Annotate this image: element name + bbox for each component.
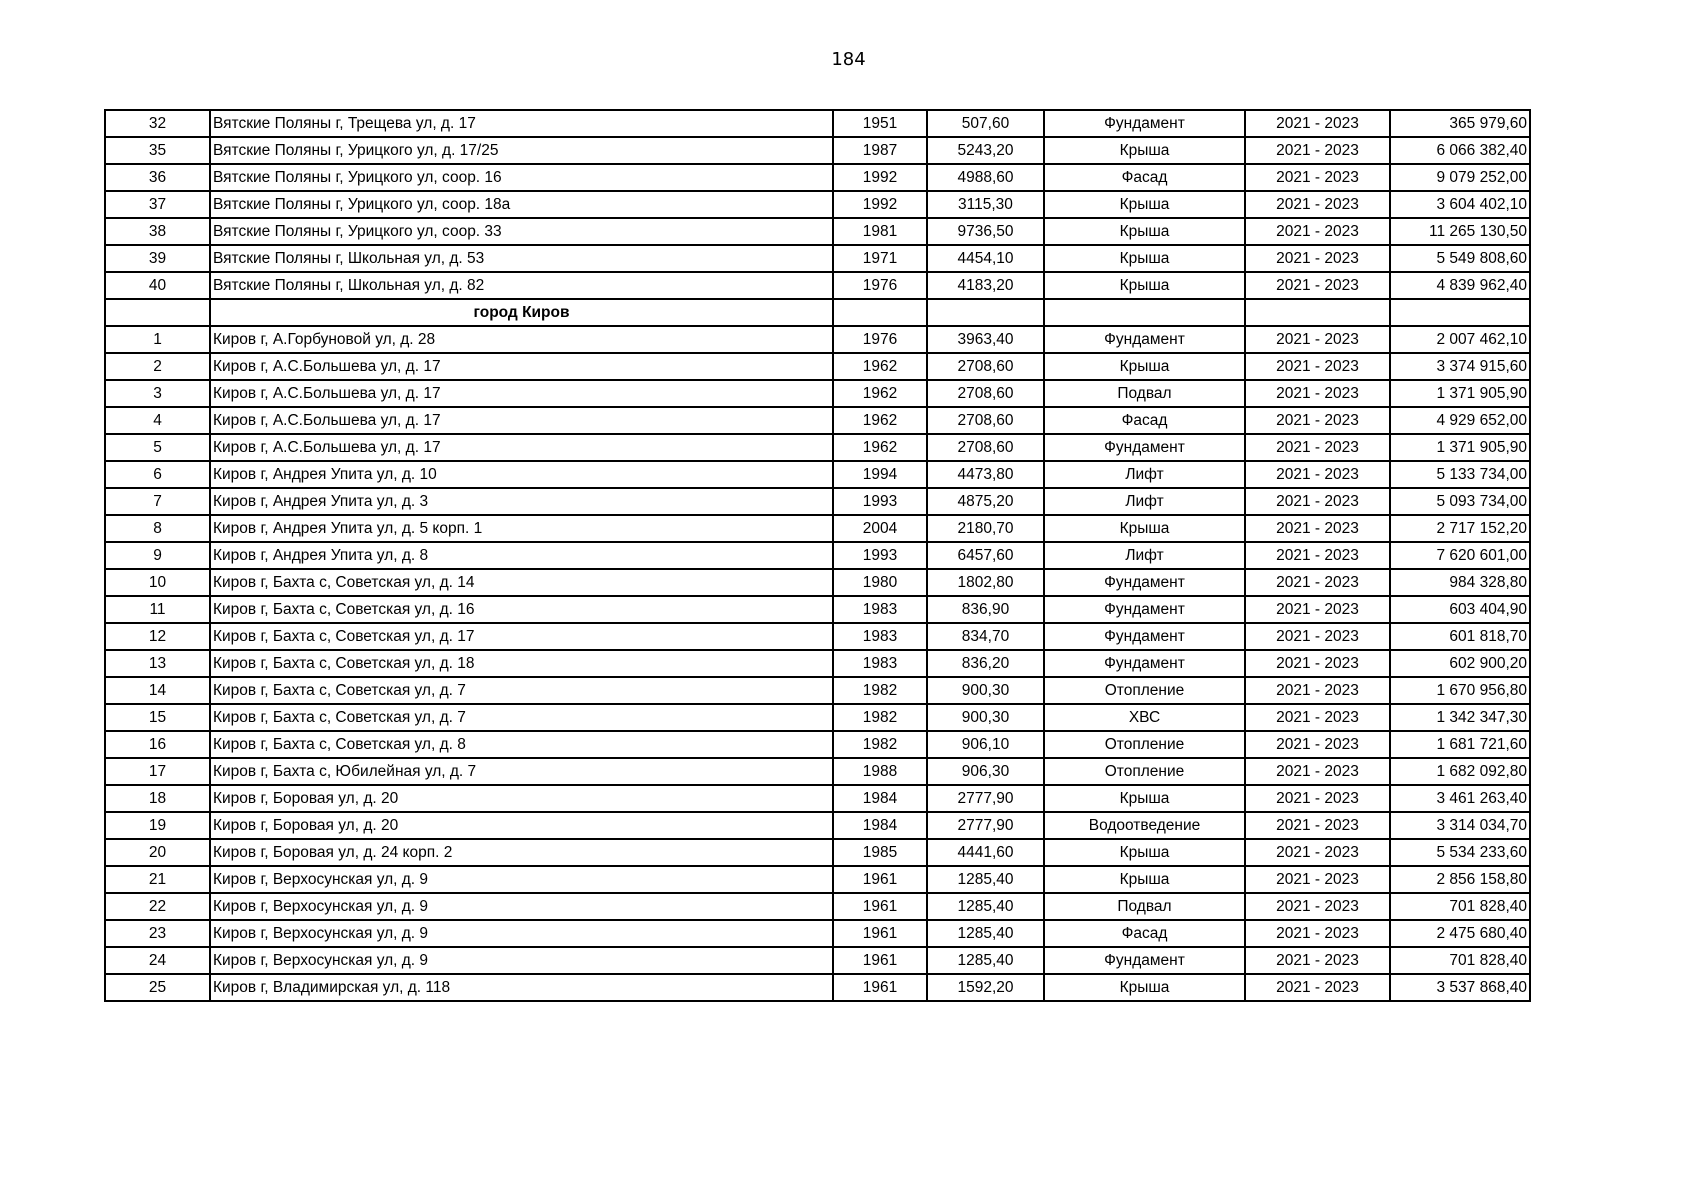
address-cell: Вятские Поляны г, Школьная ул, д. 82: [210, 272, 833, 299]
table-row: [105, 920, 1530, 947]
period-cell: 2021 - 2023: [1245, 623, 1390, 650]
table-row: [105, 461, 1530, 488]
work-type-cell: Фундамент: [1044, 569, 1245, 596]
address-cell: Киров г, А.С.Большева ул, д. 17: [210, 380, 833, 407]
work-type-cell: Фундамент: [1044, 947, 1245, 974]
cost-cell: 1 342 347,30: [1390, 704, 1530, 731]
address-cell: Киров г, Бахта с, Советская ул, д. 17: [210, 623, 833, 650]
cost-cell: 4 839 962,40: [1390, 272, 1530, 299]
area-cell: 1285,40: [927, 893, 1044, 920]
area-cell: 4454,10: [927, 245, 1044, 272]
cost-cell: 602 900,20: [1390, 650, 1530, 677]
period-cell: 2021 - 2023: [1245, 866, 1390, 893]
work-type-cell: Фасад: [1044, 407, 1245, 434]
section-header-row: [105, 299, 1530, 326]
build-year-cell: 1961: [833, 974, 927, 1001]
cost-cell: 1 681 721,60: [1390, 731, 1530, 758]
table-row: [105, 110, 1530, 137]
work-type-cell: Крыша: [1044, 515, 1245, 542]
table-row: [105, 569, 1530, 596]
area-cell: [927, 299, 1044, 326]
build-year-cell: 1961: [833, 866, 927, 893]
address-cell: Киров г, Андрея Упита ул, д. 8: [210, 542, 833, 569]
period-cell: 2021 - 2023: [1245, 164, 1390, 191]
build-year-cell: 1984: [833, 812, 927, 839]
area-cell: 2777,90: [927, 785, 1044, 812]
work-type-cell: ХВС: [1044, 704, 1245, 731]
row-number-cell: 18: [105, 785, 210, 812]
row-number-cell: 38: [105, 218, 210, 245]
work-type-cell: Подвал: [1044, 893, 1245, 920]
build-year-cell: 1961: [833, 893, 927, 920]
area-cell: 3115,30: [927, 191, 1044, 218]
row-number-cell: 24: [105, 947, 210, 974]
table-row: [105, 596, 1530, 623]
period-cell: 2021 - 2023: [1245, 974, 1390, 1001]
table-row: [105, 137, 1530, 164]
period-cell: 2021 - 2023: [1245, 245, 1390, 272]
period-cell: 2021 - 2023: [1245, 542, 1390, 569]
row-number-cell: 11: [105, 596, 210, 623]
area-cell: 4183,20: [927, 272, 1044, 299]
period-cell: 2021 - 2023: [1245, 191, 1390, 218]
cost-cell: 3 537 868,40: [1390, 974, 1530, 1001]
area-cell: 836,20: [927, 650, 1044, 677]
work-type-cell: Фасад: [1044, 164, 1245, 191]
area-cell: 1285,40: [927, 866, 1044, 893]
area-cell: 2708,60: [927, 434, 1044, 461]
row-number-cell: 17: [105, 758, 210, 785]
work-type-cell: Отопление: [1044, 758, 1245, 785]
table-row: [105, 623, 1530, 650]
row-number-cell: 14: [105, 677, 210, 704]
address-cell: Киров г, Андрея Упита ул, д. 3: [210, 488, 833, 515]
work-type-cell: Крыша: [1044, 245, 1245, 272]
period-cell: 2021 - 2023: [1245, 839, 1390, 866]
table-row: [105, 704, 1530, 731]
period-cell: 2021 - 2023: [1245, 326, 1390, 353]
cost-cell: 1 371 905,90: [1390, 380, 1530, 407]
work-type-cell: Крыша: [1044, 218, 1245, 245]
area-cell: 834,70: [927, 623, 1044, 650]
build-year-cell: 1980: [833, 569, 927, 596]
period-cell: 2021 - 2023: [1245, 893, 1390, 920]
row-number-cell: [105, 299, 210, 326]
row-number-cell: 35: [105, 137, 210, 164]
period-cell: 2021 - 2023: [1245, 650, 1390, 677]
row-number-cell: 37: [105, 191, 210, 218]
period-cell: 2021 - 2023: [1245, 515, 1390, 542]
cost-cell: 3 314 034,70: [1390, 812, 1530, 839]
cost-cell: 2 475 680,40: [1390, 920, 1530, 947]
capital-repair-table: [104, 109, 1531, 1002]
area-cell: 2708,60: [927, 353, 1044, 380]
cost-cell: 2 856 158,80: [1390, 866, 1530, 893]
cost-cell: 3 461 263,40: [1390, 785, 1530, 812]
cost-cell: 701 828,40: [1390, 893, 1530, 920]
work-type-cell: Подвал: [1044, 380, 1245, 407]
area-cell: 4875,20: [927, 488, 1044, 515]
period-cell: 2021 - 2023: [1245, 677, 1390, 704]
address-cell: Вятские Поляны г, Школьная ул, д. 53: [210, 245, 833, 272]
cost-cell: 7 620 601,00: [1390, 542, 1530, 569]
row-number-cell: 2: [105, 353, 210, 380]
table-row: [105, 245, 1530, 272]
area-cell: 2708,60: [927, 380, 1044, 407]
work-type-cell: Крыша: [1044, 191, 1245, 218]
row-number-cell: 19: [105, 812, 210, 839]
table-row: [105, 650, 1530, 677]
area-cell: 507,60: [927, 110, 1044, 137]
table-row: [105, 326, 1530, 353]
work-type-cell: Крыша: [1044, 785, 1245, 812]
row-number-cell: 22: [105, 893, 210, 920]
work-type-cell: Отопление: [1044, 731, 1245, 758]
row-number-cell: 16: [105, 731, 210, 758]
table-row: [105, 515, 1530, 542]
area-cell: 2708,60: [927, 407, 1044, 434]
cost-cell: 701 828,40: [1390, 947, 1530, 974]
row-number-cell: 13: [105, 650, 210, 677]
work-type-cell: Крыша: [1044, 866, 1245, 893]
address-cell: Киров г, А.Горбуновой ул, д. 28: [210, 326, 833, 353]
work-type-cell: Лифт: [1044, 488, 1245, 515]
address-cell: Киров г, А.С.Большева ул, д. 17: [210, 353, 833, 380]
build-year-cell: [833, 299, 927, 326]
table-row: [105, 380, 1530, 407]
cost-cell: 5 093 734,00: [1390, 488, 1530, 515]
table-row: [105, 785, 1530, 812]
address-cell: Вятские Поляны г, Урицкого ул, д. 17/25: [210, 137, 833, 164]
work-type-cell: Крыша: [1044, 974, 1245, 1001]
table-row: [105, 272, 1530, 299]
build-year-cell: 1982: [833, 677, 927, 704]
address-cell: Киров г, А.С.Большева ул, д. 17: [210, 407, 833, 434]
area-cell: 4473,80: [927, 461, 1044, 488]
area-cell: 1592,20: [927, 974, 1044, 1001]
cost-cell: 5 534 233,60: [1390, 839, 1530, 866]
period-cell: 2021 - 2023: [1245, 434, 1390, 461]
cost-cell: 3 374 915,60: [1390, 353, 1530, 380]
cost-cell: 3 604 402,10: [1390, 191, 1530, 218]
build-year-cell: 1981: [833, 218, 927, 245]
table-row: [105, 893, 1530, 920]
row-number-cell: 6: [105, 461, 210, 488]
build-year-cell: 1961: [833, 947, 927, 974]
build-year-cell: 1983: [833, 650, 927, 677]
build-year-cell: 1992: [833, 191, 927, 218]
row-number-cell: 20: [105, 839, 210, 866]
address-cell: Киров г, Боровая ул, д. 20: [210, 785, 833, 812]
cost-cell: 984 328,80: [1390, 569, 1530, 596]
cost-cell: 601 818,70: [1390, 623, 1530, 650]
area-cell: 2180,70: [927, 515, 1044, 542]
row-number-cell: 7: [105, 488, 210, 515]
period-cell: 2021 - 2023: [1245, 812, 1390, 839]
table-row: [105, 866, 1530, 893]
table-row: [105, 407, 1530, 434]
period-cell: 2021 - 2023: [1245, 596, 1390, 623]
area-cell: 1285,40: [927, 920, 1044, 947]
build-year-cell: 1982: [833, 704, 927, 731]
address-cell: Киров г, Верхосунская ул, д. 9: [210, 920, 833, 947]
address-cell: Киров г, Андрея Упита ул, д. 5 корп. 1: [210, 515, 833, 542]
period-cell: 2021 - 2023: [1245, 407, 1390, 434]
table-row: [105, 812, 1530, 839]
work-type-cell: Крыша: [1044, 137, 1245, 164]
build-year-cell: 1976: [833, 326, 927, 353]
table-row: [105, 974, 1530, 1001]
address-cell: Киров г, Верхосунская ул, д. 9: [210, 893, 833, 920]
row-number-cell: 4: [105, 407, 210, 434]
address-cell: Киров г, А.С.Большева ул, д. 17: [210, 434, 833, 461]
cost-cell: 1 670 956,80: [1390, 677, 1530, 704]
address-cell: Киров г, Бахта с, Советская ул, д. 7: [210, 704, 833, 731]
area-cell: 4441,60: [927, 839, 1044, 866]
cost-cell: 365 979,60: [1390, 110, 1530, 137]
work-type-cell: Фундамент: [1044, 650, 1245, 677]
table-row: [105, 947, 1530, 974]
row-number-cell: 1: [105, 326, 210, 353]
work-type-cell: Отопление: [1044, 677, 1245, 704]
build-year-cell: 1994: [833, 461, 927, 488]
period-cell: 2021 - 2023: [1245, 731, 1390, 758]
address-cell: Киров г, Бахта с, Советская ул, д. 18: [210, 650, 833, 677]
work-type-cell: Водоотведение: [1044, 812, 1245, 839]
period-cell: 2021 - 2023: [1245, 380, 1390, 407]
page-number: 184: [831, 49, 866, 70]
build-year-cell: 1962: [833, 353, 927, 380]
work-type-cell: Фундамент: [1044, 623, 1245, 650]
cost-cell: 1 682 092,80: [1390, 758, 1530, 785]
period-cell: 2021 - 2023: [1245, 569, 1390, 596]
cost-cell: 9 079 252,00: [1390, 164, 1530, 191]
area-cell: 1285,40: [927, 947, 1044, 974]
area-cell: 6457,60: [927, 542, 1044, 569]
build-year-cell: 1962: [833, 407, 927, 434]
address-cell: Киров г, Бахта с, Советская ул, д. 8: [210, 731, 833, 758]
address-cell: Киров г, Владимирская ул, д. 118: [210, 974, 833, 1001]
address-cell: Вятские Поляны г, Урицкого ул, соор. 18а: [210, 191, 833, 218]
area-cell: 2777,90: [927, 812, 1044, 839]
cost-cell: 4 929 652,00: [1390, 407, 1530, 434]
address-cell: Киров г, Андрея Упита ул, д. 10: [210, 461, 833, 488]
build-year-cell: 1988: [833, 758, 927, 785]
address-cell: Киров г, Боровая ул, д. 20: [210, 812, 833, 839]
build-year-cell: 1982: [833, 731, 927, 758]
row-number-cell: 32: [105, 110, 210, 137]
build-year-cell: 1951: [833, 110, 927, 137]
address-cell: Киров г, Бахта с, Советская ул, д. 14: [210, 569, 833, 596]
area-cell: 3963,40: [927, 326, 1044, 353]
row-number-cell: 23: [105, 920, 210, 947]
table-row: [105, 542, 1530, 569]
table-row: [105, 353, 1530, 380]
build-year-cell: 1961: [833, 920, 927, 947]
cost-cell: 6 066 382,40: [1390, 137, 1530, 164]
table-row: [105, 758, 1530, 785]
table-body: [105, 110, 1530, 1001]
work-type-cell: [1044, 299, 1245, 326]
cost-cell: 603 404,90: [1390, 596, 1530, 623]
build-year-cell: 1993: [833, 488, 927, 515]
section-title: город Киров: [210, 299, 833, 326]
build-year-cell: 2004: [833, 515, 927, 542]
period-cell: 2021 - 2023: [1245, 920, 1390, 947]
address-cell: Вятские Поляны г, Урицкого ул, соор. 33: [210, 218, 833, 245]
cost-cell: 5 549 808,60: [1390, 245, 1530, 272]
area-cell: 5243,20: [927, 137, 1044, 164]
period-cell: 2021 - 2023: [1245, 488, 1390, 515]
work-type-cell: Лифт: [1044, 461, 1245, 488]
work-type-cell: Фундамент: [1044, 110, 1245, 137]
period-cell: 2021 - 2023: [1245, 218, 1390, 245]
address-cell: Вятские Поляны г, Трещева ул, д. 17: [210, 110, 833, 137]
address-cell: Киров г, Верхосунская ул, д. 9: [210, 866, 833, 893]
row-number-cell: 40: [105, 272, 210, 299]
period-cell: 2021 - 2023: [1245, 785, 1390, 812]
build-year-cell: 1987: [833, 137, 927, 164]
cost-cell: 2 007 462,10: [1390, 326, 1530, 353]
period-cell: 2021 - 2023: [1245, 947, 1390, 974]
area-cell: 9736,50: [927, 218, 1044, 245]
table-row: [105, 218, 1530, 245]
period-cell: [1245, 299, 1390, 326]
build-year-cell: 1962: [833, 434, 927, 461]
build-year-cell: 1962: [833, 380, 927, 407]
table-row: [105, 191, 1530, 218]
address-cell: Киров г, Боровая ул, д. 24 корп. 2: [210, 839, 833, 866]
work-type-cell: Крыша: [1044, 272, 1245, 299]
table-row: [105, 164, 1530, 191]
build-year-cell: 1984: [833, 785, 927, 812]
period-cell: 2021 - 2023: [1245, 110, 1390, 137]
period-cell: 2021 - 2023: [1245, 704, 1390, 731]
area-cell: 906,10: [927, 731, 1044, 758]
area-cell: 906,30: [927, 758, 1044, 785]
cost-cell: [1390, 299, 1530, 326]
cost-cell: 2 717 152,20: [1390, 515, 1530, 542]
build-year-cell: 1976: [833, 272, 927, 299]
area-cell: 836,90: [927, 596, 1044, 623]
row-number-cell: 10: [105, 569, 210, 596]
address-cell: Киров г, Бахта с, Советская ул, д. 7: [210, 677, 833, 704]
table-row: [105, 839, 1530, 866]
row-number-cell: 8: [105, 515, 210, 542]
work-type-cell: Фундамент: [1044, 326, 1245, 353]
work-type-cell: Лифт: [1044, 542, 1245, 569]
period-cell: 2021 - 2023: [1245, 272, 1390, 299]
row-number-cell: 5: [105, 434, 210, 461]
area-cell: 4988,60: [927, 164, 1044, 191]
build-year-cell: 1993: [833, 542, 927, 569]
area-cell: 1802,80: [927, 569, 1044, 596]
period-cell: 2021 - 2023: [1245, 137, 1390, 164]
cost-cell: 11 265 130,50: [1390, 218, 1530, 245]
period-cell: 2021 - 2023: [1245, 353, 1390, 380]
cost-cell: 1 371 905,90: [1390, 434, 1530, 461]
address-cell: Киров г, Верхосунская ул, д. 9: [210, 947, 833, 974]
work-type-cell: Фасад: [1044, 920, 1245, 947]
address-cell: Киров г, Бахта с, Юбилейная ул, д. 7: [210, 758, 833, 785]
work-type-cell: Фундамент: [1044, 434, 1245, 461]
row-number-cell: 15: [105, 704, 210, 731]
row-number-cell: 3: [105, 380, 210, 407]
period-cell: 2021 - 2023: [1245, 758, 1390, 785]
row-number-cell: 9: [105, 542, 210, 569]
build-year-cell: 1983: [833, 623, 927, 650]
build-year-cell: 1983: [833, 596, 927, 623]
table-row: [105, 488, 1530, 515]
table-row: [105, 434, 1530, 461]
address-cell: Вятские Поляны г, Урицкого ул, соор. 16: [210, 164, 833, 191]
work-type-cell: Фундамент: [1044, 596, 1245, 623]
row-number-cell: 39: [105, 245, 210, 272]
build-year-cell: 1992: [833, 164, 927, 191]
build-year-cell: 1971: [833, 245, 927, 272]
work-type-cell: Крыша: [1044, 839, 1245, 866]
row-number-cell: 25: [105, 974, 210, 1001]
work-type-cell: Крыша: [1044, 353, 1245, 380]
row-number-cell: 21: [105, 866, 210, 893]
cost-cell: 5 133 734,00: [1390, 461, 1530, 488]
address-cell: Киров г, Бахта с, Советская ул, д. 16: [210, 596, 833, 623]
area-cell: 900,30: [927, 704, 1044, 731]
row-number-cell: 12: [105, 623, 210, 650]
area-cell: 900,30: [927, 677, 1044, 704]
table-row: [105, 731, 1530, 758]
build-year-cell: 1985: [833, 839, 927, 866]
period-cell: 2021 - 2023: [1245, 461, 1390, 488]
table-row: [105, 677, 1530, 704]
row-number-cell: 36: [105, 164, 210, 191]
